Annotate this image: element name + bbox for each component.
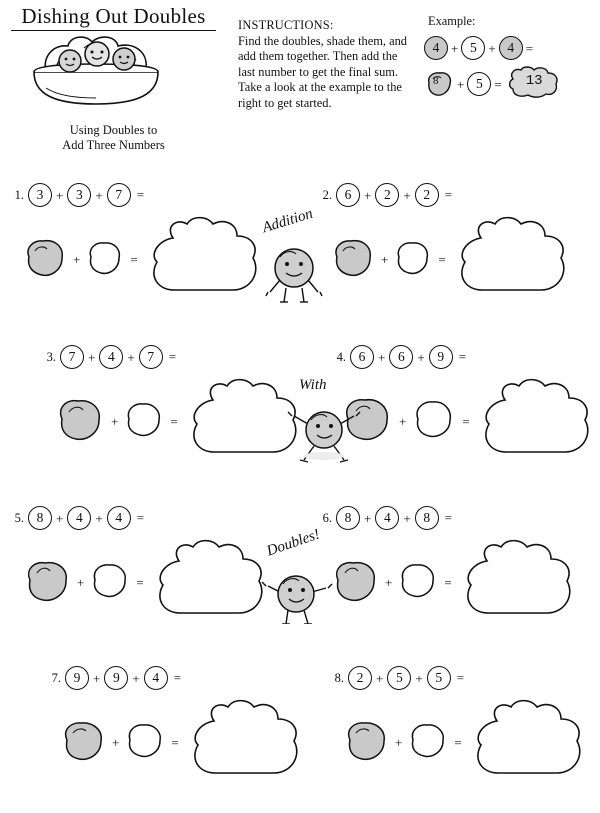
problem-7-addend-2[interactable]: 9: [104, 666, 128, 690]
problem-2-equation: [316, 182, 600, 208]
problem-7-plus-1: +: [93, 670, 101, 686]
problem-1-blank-meatball[interactable]: [85, 239, 125, 279]
problem-2-answer-blob[interactable]: [451, 216, 571, 302]
problem-1-addend-2[interactable]: 3: [67, 183, 91, 207]
problem-1-work-equals: =: [130, 251, 138, 267]
problem-6-answer-blob[interactable]: [457, 539, 577, 625]
problem-8-addend-2[interactable]: 5: [387, 666, 411, 690]
problem-2-number: 2.: [322, 187, 332, 202]
problem-1: [8, 182, 298, 330]
problem-3-equals: =: [168, 349, 177, 364]
problem-7-doubles-meatball[interactable]: [59, 719, 107, 765]
problem-2-workspace: [330, 216, 600, 302]
example-total-value: 13: [525, 72, 543, 89]
example-label: Example:: [428, 14, 476, 28]
example-meatball-shaded: [424, 70, 454, 98]
example-addend-3: 4: [499, 36, 523, 60]
problem-1-doubles-meatball[interactable]: [22, 237, 68, 281]
problem-5-blank-meatball[interactable]: [89, 561, 131, 603]
example-double-sum: 8: [433, 75, 439, 87]
problem-7-addend-1[interactable]: 9: [65, 666, 89, 690]
problem-2-addend-3[interactable]: 2: [415, 183, 439, 207]
problem-6-addend-3[interactable]: 8: [415, 506, 439, 530]
example-block: [424, 14, 594, 99]
problem-5-plus-2: +: [95, 510, 103, 526]
problem-5-number: 5.: [14, 510, 24, 525]
example-plus-2: +: [488, 40, 496, 56]
problem-3-answer-blob[interactable]: [183, 378, 303, 464]
mascot-word-addition: Addition: [260, 205, 315, 237]
page-subtitle: [6, 123, 221, 153]
problem-5: [8, 505, 298, 653]
problem-3-plus-2: +: [127, 349, 135, 365]
problem-4-work-plus: +: [399, 413, 407, 429]
problem-7-workspace: [59, 699, 335, 785]
problem-7-number: 7.: [51, 670, 61, 685]
problem-5-doubles-meatball[interactable]: [22, 558, 72, 606]
problem-8-doubles-meatball[interactable]: [342, 719, 390, 765]
problem-5-addend-3[interactable]: 4: [107, 506, 131, 530]
problem-5-work-equals: =: [136, 574, 144, 590]
problem-8-answer-blob[interactable]: [467, 699, 587, 785]
problem-8-workspace: [342, 699, 600, 785]
mascot-word-doubles: Doubles!: [264, 526, 322, 560]
problem-2-doubles-meatball[interactable]: [330, 237, 376, 281]
problem-1-equation: [8, 182, 298, 208]
problem-8-plus-1: +: [376, 670, 384, 686]
example-equals-2: =: [494, 76, 502, 92]
problem-4-workspace: [340, 378, 600, 464]
problem-8-equation: [328, 665, 600, 691]
problem-8-number: 8.: [334, 670, 344, 685]
problem-2-plus-2: +: [403, 187, 411, 203]
problem-6-addend-1[interactable]: 8: [336, 506, 360, 530]
problem-7-equals: =: [173, 670, 182, 685]
problem-2: [316, 182, 600, 330]
problem-7-blank-meatball[interactable]: [124, 721, 166, 763]
problem-6-blank-meatball[interactable]: [397, 561, 439, 603]
problem-8-plus-2: +: [415, 670, 423, 686]
example-addend-2: 5: [461, 36, 485, 60]
problem-7: [45, 665, 335, 813]
problem-8-work-equals: =: [454, 734, 462, 750]
problem-8-addend-1[interactable]: 2: [348, 666, 372, 690]
problem-8-addend-3[interactable]: 5: [427, 666, 451, 690]
problem-5-addend-2[interactable]: 4: [67, 506, 91, 530]
example-last-addend: 5: [467, 72, 491, 96]
problem-2-work-plus: +: [381, 251, 389, 267]
problem-4-blank-meatball[interactable]: [411, 398, 457, 444]
problem-7-plus-2: +: [132, 670, 140, 686]
instructions-body: Find the doubles, shade them, and add them together. Then add the last number to get the final sum. Take a look at the example to the right to get started.: [238, 33, 407, 110]
problem-2-addend-1[interactable]: 6: [336, 183, 360, 207]
problem-1-equals: =: [136, 187, 145, 202]
problem-7-addend-3[interactable]: 4: [144, 666, 168, 690]
problem-1-addend-3[interactable]: 7: [107, 183, 131, 207]
problem-3-addend-2[interactable]: 4: [99, 345, 123, 369]
problem-2-work-equals: =: [438, 251, 446, 267]
problem-6-addend-2[interactable]: 4: [375, 506, 399, 530]
example-equals-1: =: [525, 40, 534, 56]
problem-6-work-plus: +: [385, 574, 393, 590]
problem-7-work-equals: =: [171, 734, 179, 750]
problem-4-addend-3[interactable]: 9: [429, 345, 453, 369]
problem-4-equals: =: [458, 349, 467, 364]
problem-6-plus-2: +: [403, 510, 411, 526]
problem-6: [316, 505, 600, 653]
problem-6-workspace: [330, 539, 600, 625]
problem-5-work-plus: +: [77, 574, 85, 590]
subtitle-line-2: Add Three Numbers: [62, 138, 165, 152]
problem-6-plus-1: +: [364, 510, 372, 526]
subtitle-line-1: Using Doubles to: [69, 123, 158, 137]
mascot-word-with: With: [299, 377, 327, 393]
example-row-2: [424, 69, 594, 99]
problem-6-equation: [316, 505, 600, 531]
problem-4: [330, 344, 600, 492]
problem-5-equals: =: [136, 510, 145, 525]
problem-1-plus-2: +: [95, 187, 103, 203]
worksheet-header: [0, 0, 600, 165]
problem-3-work-equals: =: [170, 413, 178, 429]
problem-6-equals: =: [444, 510, 453, 525]
problem-2-equals: =: [444, 187, 453, 202]
example-addend-1: 4: [424, 36, 448, 60]
title-block: [6, 4, 221, 31]
problem-5-addend-1[interactable]: 8: [28, 506, 52, 530]
problem-4-plus-1: +: [378, 349, 386, 365]
problem-4-plus-2: +: [417, 349, 425, 365]
problem-4-equation: [330, 344, 600, 370]
problem-3-blank-meatball[interactable]: [123, 400, 165, 442]
problem-5-plus-1: +: [56, 510, 64, 526]
example-plus-3: +: [457, 76, 465, 92]
example-row-1: [424, 33, 594, 63]
problem-1-addend-1[interactable]: 3: [28, 183, 52, 207]
problem-2-addend-2[interactable]: 2: [375, 183, 399, 207]
problem-8-work-plus: +: [395, 734, 403, 750]
problem-3-work-plus: +: [111, 413, 119, 429]
problem-6-number: 6.: [322, 510, 332, 525]
problem-2-blank-meatball[interactable]: [393, 239, 433, 279]
problem-4-answer-blob[interactable]: [475, 378, 595, 464]
problem-6-work-equals: =: [444, 574, 452, 590]
problem-4-work-equals: =: [462, 413, 470, 429]
problem-4-number: 4.: [336, 349, 346, 364]
instructions-heading: INSTRUCTIONS:: [238, 18, 334, 32]
problem-8: [328, 665, 600, 813]
problem-8-blank-meatball[interactable]: [407, 721, 449, 763]
problem-3-doubles-meatball[interactable]: [54, 396, 106, 446]
problem-4-addend-1[interactable]: 6: [350, 345, 374, 369]
problem-5-answer-blob[interactable]: [149, 539, 269, 625]
problem-5-workspace: [22, 539, 298, 625]
problem-3-number: 3.: [46, 349, 56, 364]
problem-1-plus-1: +: [56, 187, 64, 203]
problem-2-plus-1: +: [364, 187, 372, 203]
problem-3-addend-3[interactable]: 7: [139, 345, 163, 369]
problem-1-work-plus: +: [73, 251, 81, 267]
instructions-block: [238, 18, 410, 111]
problem-3-plus-1: +: [88, 349, 96, 365]
problem-7-work-plus: +: [112, 734, 120, 750]
example-plus-1: +: [451, 40, 459, 56]
problem-7-answer-blob[interactable]: [184, 699, 304, 785]
problem-7-equation: [45, 665, 335, 691]
example-total-blob: [505, 65, 563, 104]
bowl-of-spaghetti-icon: [22, 28, 192, 106]
page-title: Dishing Out Doubles: [21, 4, 206, 28]
problem-5-equation: [8, 505, 298, 531]
problem-1-number: 1.: [14, 187, 24, 202]
problem-3-equation: [40, 344, 330, 370]
problem-8-equals: =: [456, 670, 465, 685]
problem-1-answer-blob[interactable]: [143, 216, 263, 302]
problem-3-addend-1[interactable]: 7: [60, 345, 84, 369]
problem-4-addend-2[interactable]: 6: [389, 345, 413, 369]
